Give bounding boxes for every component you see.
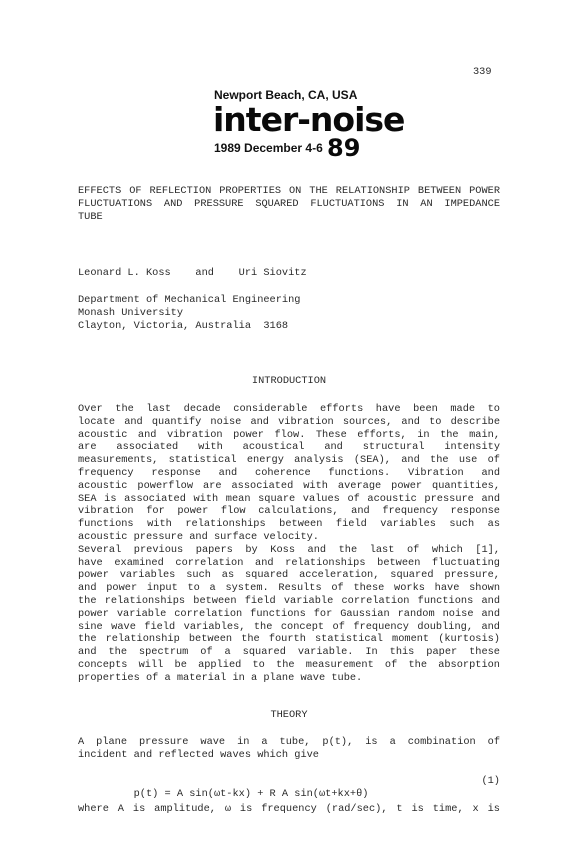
- author-names: Leonard L. Koss and Uri Siovitz: [78, 267, 307, 279]
- intro-paragraph-1: [78, 403, 500, 685]
- text-line: acoustic pressure and surface velocity.: [78, 530, 319, 543]
- text-line: the relationships between field variable correlation functions and: [78, 594, 500, 607]
- text-line: incident and reflected waves which give: [78, 748, 319, 761]
- text-line: vibration for power flow calculations, and frequency response: [78, 505, 500, 518]
- text-line: SEA is associated with mean square values of acoustic pressure and: [78, 492, 500, 505]
- text-line: have examined correlation and relationships between fluctuating: [78, 556, 500, 569]
- equation-number: (1): [481, 775, 500, 787]
- affiliation-line: Monash University: [78, 306, 184, 319]
- section-heading: THEORY: [270, 709, 308, 721]
- text-line: power variables such as squared acceleration, squared pressure,: [78, 569, 500, 582]
- text-line: A plane pressure wave in a tube, p(t), is a combination of: [78, 736, 500, 748]
- text-line: sine wave field variables, the concept of frequency doubling, and: [78, 620, 500, 633]
- conference-location: Newport Beach, CA, USA: [214, 88, 358, 102]
- text-line: acoustic and vibration power flow. These efforts, in the main,: [78, 428, 500, 441]
- text-line: and the spectrum of a squared variable. In this paper these: [78, 646, 500, 659]
- theory-continuation: [78, 803, 500, 816]
- text-line: acoustic powerflow are associated with average power quantities,: [78, 479, 500, 492]
- text-line: locate and quantify noise and vibration sources, and to describe: [78, 415, 500, 428]
- theory-heading: [78, 709, 500, 722]
- title-line: EFFECTS OF REFLECTION PROPERTIES ON THE RELATIONSHIP BETWEEN POWER: [78, 185, 500, 197]
- affiliation-line: Department of Mechanical Engineering: [78, 294, 301, 306]
- equation-1: [78, 775, 500, 800]
- year-badge: 89: [327, 134, 361, 162]
- affiliation: [78, 294, 500, 332]
- intro-heading: [78, 375, 500, 388]
- equation-text: p(t) = A sin(ωt-kx) + R A sin(ωt+kx+θ): [102, 787, 369, 800]
- title-line: TUBE: [78, 210, 103, 223]
- title-line: FLUCTUATIONS AND PRESSURE SQUARED FLUCTUATIONS IN AN IMPEDANCE: [78, 197, 500, 210]
- authors: [78, 267, 500, 280]
- affiliation-line: Clayton, Victoria, Australia 3168: [78, 319, 289, 332]
- text-line: functions with relationships between field variables such as: [78, 518, 500, 531]
- text-line: Over the last decade considerable efforts have been made to: [78, 403, 500, 415]
- text-line: the relationship between the fourth statistical moment (kurtosis): [78, 633, 500, 646]
- text-line: Several previous papers by Koss and the last of which [1],: [78, 543, 500, 556]
- text-line: concepts will be applied to the measurement of the absorption: [78, 658, 500, 671]
- text-line: frequency response and coherence functions. Vibration and: [78, 466, 500, 479]
- text-line: measurements, statistical energy analysis (SEA), and the use of: [78, 454, 500, 467]
- text-line: are associated with acoustical and structural intensity: [78, 441, 500, 454]
- section-heading: INTRODUCTION: [251, 375, 327, 387]
- page-number: 339: [473, 66, 492, 78]
- text-line: properties of a material in a plane wave tube.: [78, 671, 363, 684]
- theory-paragraph: [78, 736, 500, 762]
- text-line: and power input to a system. Results of these works have shown: [78, 582, 500, 595]
- inter-noise-logo: inter-noise: [213, 100, 405, 139]
- text-line: power variable correlation functions for Gaussian random noise and: [78, 607, 500, 620]
- paper-title: [78, 185, 500, 223]
- text-line: where A is amplitude, ω is frequency (rad/sec), t is time, x is: [78, 803, 500, 815]
- conference-date: 1989 December 4-6: [214, 141, 323, 155]
